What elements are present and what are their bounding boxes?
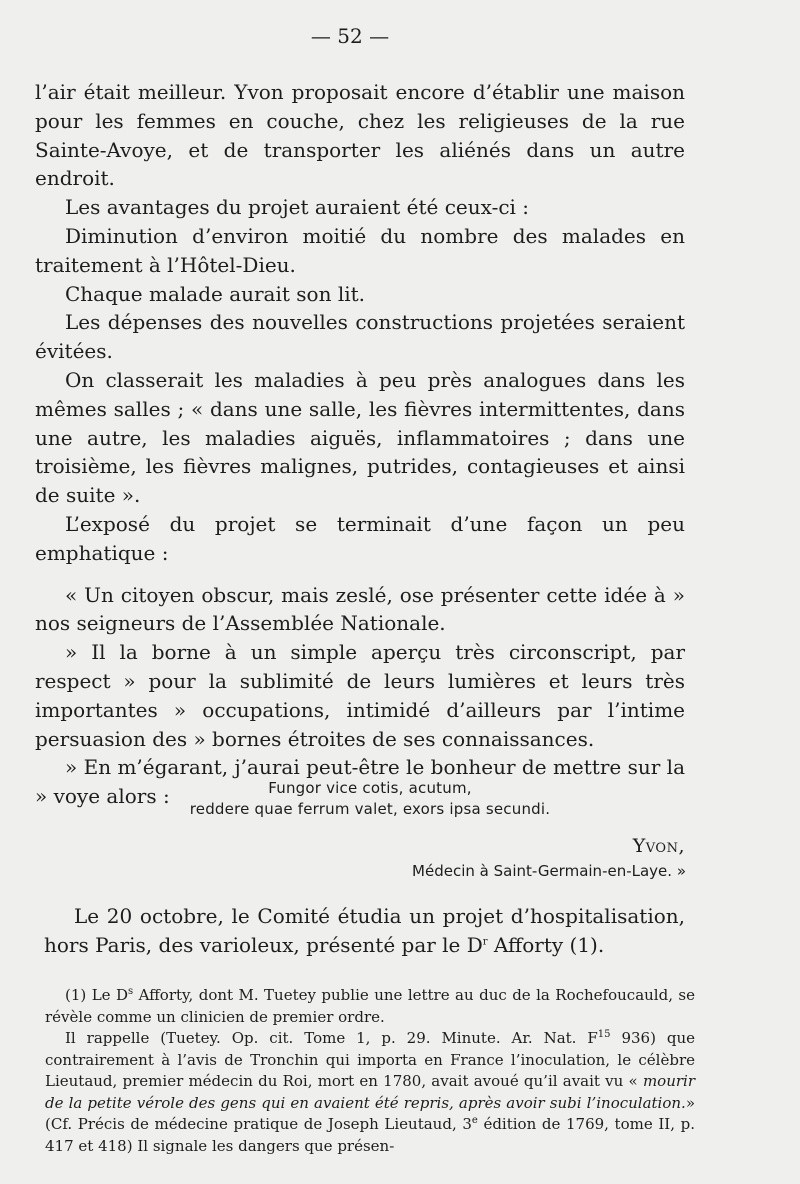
paragraph: On classerait les maladies à peu près analogues dans les mêmes salles ; « dans une salle, les fièvres intermittentes, dans une autre, les maladies aiguës, inflammatoires ; dans une troisième, les fièvres malignes, putrides, contagieuses et ainsi de suite ». (35, 367, 685, 508)
latin-verse (0, 778, 740, 820)
quotation-paragraph: » Il la borne à un simple aperçu très circonscript, par respect » pour la sublimité de leurs lumières et leurs très importantes » occupations, intimidé d’ailleurs par l’intime persuasion des » bornes étroites de ses connaissances. (35, 640, 685, 751)
text-run: Le 20 octobre, le Comité étudia un projet d’hospitalisation, hors Paris, des varioleux, présenté par le D (44, 904, 685, 957)
superscript: e (471, 1115, 478, 1126)
text-run: Afforty (1). (487, 933, 605, 957)
final-paragraph (44, 902, 685, 960)
page-number: — 52 — (310, 24, 390, 48)
text-run: Afforty, dont M. Tuetey publie une lettre au duc de la Rochefoucauld, se révèle comme un clinicien de premier ordre. (45, 986, 695, 1026)
paragraph: Chaque malade aurait son lit. (65, 281, 365, 306)
paragraph: Les dépenses des nouvelles constructions projetées seraient évitées. (35, 310, 685, 364)
verse-line: reddere quae ferrum valet, exors ipsa secundi. (189, 800, 551, 818)
paragraph: Diminution d’environ moitié du nombre des malades en traitement à l’Hôtel-Dieu. (35, 223, 685, 277)
text-run: » (Cf. Précis de médecine pratique de Joseph Lieutaud, 3 (45, 1093, 695, 1133)
superscript: r (482, 936, 488, 948)
paragraph: L’exposé du projet se terminait d’une façon un peu emphatique : (35, 511, 685, 565)
main-text (35, 78, 685, 811)
signature-name: Yvon, (632, 835, 685, 857)
verse-line: Fungor vice cotis, acutum, (268, 779, 472, 797)
signature-title: Médecin à Saint-Germain-en-Laye. » (412, 862, 686, 880)
quotation-paragraph: « Un citoyen obscur, mais zeslé, ose présenter cette idée à » nos seigneurs de l’Assemblée Nationale. (35, 582, 685, 636)
quotation-paragraph: » En m’égarant, j’aurai peut-être le bonheur de mettre sur la » voye alors : (35, 755, 685, 809)
text-run: Il rappelle (Tuetey. Op. cit. Tome 1, p. 29. Minute. Ar. Nat. F (65, 1029, 598, 1047)
text-run: édition de 1769, tome II, p. 417 et 418) Il signale les dangers que présen- (45, 1115, 695, 1155)
text-run: (1) Le D (65, 986, 128, 1004)
footnote (45, 985, 695, 1157)
paragraph: l’air était meilleur. Yvon proposait encore d’établir une maison pour les femmes en couche, chez les religieuses de la rue Sainte-Avoye, et de transporter les aliénés dans un autre endroit. (35, 80, 685, 191)
superscript: s (128, 986, 134, 997)
superscript: 15 (597, 1029, 611, 1040)
italic-quote: mourir de la petite vérole des gens qui en avaient été repris, après avoir subi l’inoculation. (45, 1072, 695, 1112)
text-run: 936) que contrairement à l’avis de Tronchin qui importa en France l’inoculation, le célèbre Lieutaud, premier médecin du Roi, mort en 1780, avait avoué qu’il avait vu « (45, 1029, 695, 1090)
paragraph: Les avantages du projet auraient été ceux-ci : (65, 195, 530, 220)
